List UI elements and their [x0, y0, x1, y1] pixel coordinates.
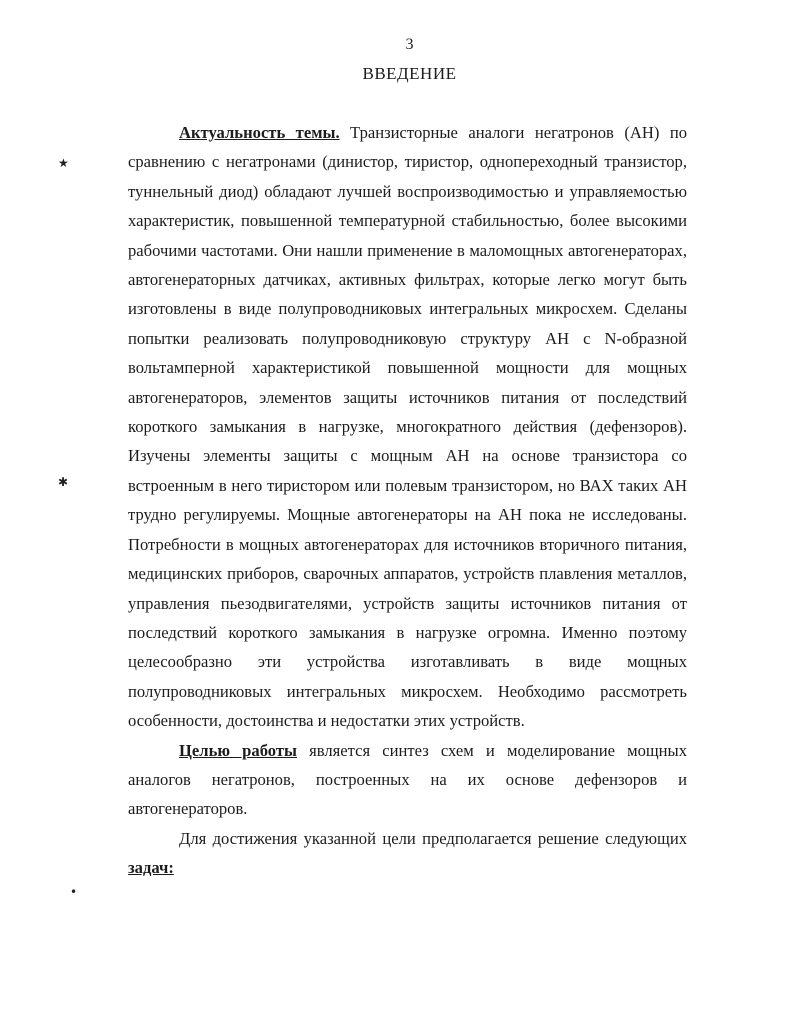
relevance-heading: Актуальность темы.: [179, 123, 340, 142]
tasks-heading: задач:: [128, 858, 174, 878]
tasks-text: Для достижения указанной цели предполагается решение следующих: [179, 828, 687, 848]
margin-mark: •: [70, 885, 78, 899]
page-number: 3: [405, 36, 414, 53]
document-body: [128, 118, 687, 883]
paragraph-relevance: [128, 118, 687, 736]
margin-mark: ★: [58, 156, 69, 170]
margin-mark: ✱: [58, 475, 69, 489]
section-heading: ВВЕДЕНИЕ: [362, 64, 457, 83]
relevance-text: Транзисторные аналоги негатронов (АН) по сравнению с негатронами (динистор, тиристор, однопереходный транзистор, туннельный диод) обладают лучшей воспроизводимостью и управляемостью характеристик, повышенной температурной стабильностью, более высокими рабочими частотами. Они нашли применение в маломощных автогенераторах, автогенераторных датчиках, активных фильтрах, которые легко могут быть изготовлены в виде полупроводниковых интегральных микросхем. Сделаны попытки реализовать полупроводниковую структуру АН с N-образной вольтамперной характеристикой повышенной мощности для мощных автогенераторов, элементов защиты источников питания от последствий короткого замыкания в нагрузке, многократного действия (дефензоров). Изучены элементы защиты с мощным АН на основе транзистора со встроенным в него тиристором или полевым транзистором, но ВАХ таких АН трудно регулируемы. Мощные автогенераторы на АН пока не исследованы. Потребности в мощных автогенераторах для источников вторичного питания, медицинских приборов, сварочных аппаратов, устройств плавления металлов, управления пьезодвигателями, устройств защиты источников питания от последствий короткого замыкания в нагрузке огромна. Именно поэтому целесообразно эти устройства изготавливать в виде мощных полупроводниковых интегральных микросхем. Необходимо рассмотреть особенности, достоинства и недостатки этих устройств.: [128, 123, 687, 731]
paragraph-goal: [128, 736, 687, 824]
paragraph-tasks: [128, 824, 687, 883]
goal-heading: Целью работы: [179, 740, 297, 760]
goal-text: является синтез схем и моделирование мощных аналогов негатронов, построенных на их основе дефензоров и автогенераторов.: [128, 740, 687, 819]
